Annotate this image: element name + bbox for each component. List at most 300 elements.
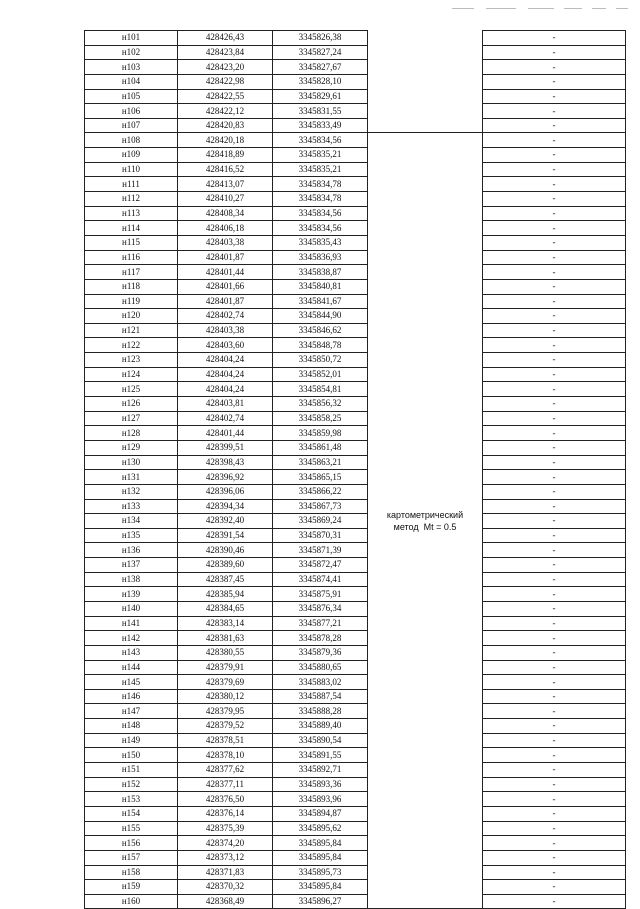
accuracy-cell: - <box>483 792 626 807</box>
accuracy-cell: - <box>483 836 626 851</box>
y-coordinate-cell: 3345883,02 <box>273 675 368 690</box>
accuracy-cell: - <box>483 763 626 778</box>
point-id-cell: н120 <box>85 309 178 324</box>
x-coordinate-cell: 428406,18 <box>178 221 273 236</box>
y-coordinate-cell: 3345894,87 <box>273 806 368 821</box>
method-cell-upper <box>368 31 483 133</box>
x-coordinate-cell: 428398,43 <box>178 455 273 470</box>
accuracy-cell: - <box>483 74 626 89</box>
table-row <box>85 733 626 748</box>
y-coordinate-cell: 3345880,65 <box>273 660 368 675</box>
accuracy-cell: - <box>483 148 626 163</box>
point-id-cell: н153 <box>85 792 178 807</box>
table-row <box>85 836 626 851</box>
accuracy-cell: - <box>483 162 626 177</box>
x-coordinate-cell: 428408,34 <box>178 206 273 221</box>
table-row <box>85 470 626 485</box>
point-id-cell: н109 <box>85 148 178 163</box>
y-coordinate-cell: 3345828,10 <box>273 74 368 89</box>
x-coordinate-cell: 428426,43 <box>178 31 273 46</box>
x-coordinate-cell: 428401,87 <box>178 294 273 309</box>
y-coordinate-cell: 3345869,24 <box>273 514 368 529</box>
x-coordinate-cell: 428378,10 <box>178 748 273 763</box>
table-row <box>85 31 626 46</box>
table-row <box>85 206 626 221</box>
table-row <box>85 894 626 909</box>
accuracy-cell: - <box>483 645 626 660</box>
point-id-cell: н128 <box>85 426 178 441</box>
y-coordinate-cell: 3345854,81 <box>273 382 368 397</box>
accuracy-cell: - <box>483 411 626 426</box>
x-coordinate-cell: 428385,94 <box>178 587 273 602</box>
point-id-cell: н140 <box>85 601 178 616</box>
accuracy-cell: - <box>483 367 626 382</box>
point-id-cell: н104 <box>85 74 178 89</box>
table-row <box>85 528 626 543</box>
x-coordinate-cell: 428422,55 <box>178 89 273 104</box>
point-id-cell: н111 <box>85 177 178 192</box>
table-row <box>85 45 626 60</box>
point-id-cell: н112 <box>85 192 178 207</box>
accuracy-cell: - <box>483 499 626 514</box>
accuracy-cell: - <box>483 587 626 602</box>
point-id-cell: н106 <box>85 104 178 119</box>
y-coordinate-cell: 3345872,47 <box>273 558 368 573</box>
y-coordinate-cell: 3345834,56 <box>273 133 368 148</box>
y-coordinate-cell: 3345893,96 <box>273 792 368 807</box>
x-coordinate-cell: 428401,44 <box>178 265 273 280</box>
point-id-cell: н137 <box>85 558 178 573</box>
y-coordinate-cell: 3345858,25 <box>273 411 368 426</box>
point-id-cell: н103 <box>85 60 178 75</box>
table-row <box>85 763 626 778</box>
table-row <box>85 514 626 529</box>
x-coordinate-cell: 428413,07 <box>178 177 273 192</box>
point-id-cell: н141 <box>85 616 178 631</box>
accuracy-cell: - <box>483 192 626 207</box>
y-coordinate-cell: 3345859,98 <box>273 426 368 441</box>
point-id-cell: н151 <box>85 763 178 778</box>
table-row <box>85 353 626 368</box>
point-id-cell: н158 <box>85 865 178 880</box>
accuracy-cell: - <box>483 528 626 543</box>
y-coordinate-cell: 3345834,78 <box>273 177 368 192</box>
x-coordinate-cell: 428379,95 <box>178 704 273 719</box>
x-coordinate-cell: 428379,91 <box>178 660 273 675</box>
table-row <box>85 89 626 104</box>
point-id-cell: н130 <box>85 455 178 470</box>
point-id-cell: н108 <box>85 133 178 148</box>
y-coordinate-cell: 3345896,27 <box>273 894 368 909</box>
accuracy-cell: - <box>483 45 626 60</box>
table-row <box>85 74 626 89</box>
point-id-cell: н159 <box>85 880 178 895</box>
table-row <box>85 397 626 412</box>
point-id-cell: н148 <box>85 719 178 734</box>
accuracy-cell: - <box>483 894 626 909</box>
y-coordinate-cell: 3345833,49 <box>273 118 368 133</box>
y-coordinate-cell: 3345895,84 <box>273 836 368 851</box>
x-coordinate-cell: 428381,63 <box>178 631 273 646</box>
table-row <box>85 221 626 236</box>
y-coordinate-cell: 3345863,21 <box>273 455 368 470</box>
table-row <box>85 601 626 616</box>
y-coordinate-cell: 3345879,36 <box>273 645 368 660</box>
y-coordinate-cell: 3345841,67 <box>273 294 368 309</box>
x-coordinate-cell: 428383,14 <box>178 616 273 631</box>
y-coordinate-cell: 3345888,28 <box>273 704 368 719</box>
accuracy-cell: - <box>483 279 626 294</box>
accuracy-cell: - <box>483 675 626 690</box>
y-coordinate-cell: 3345889,40 <box>273 719 368 734</box>
table-row <box>85 719 626 734</box>
x-coordinate-cell: 428389,60 <box>178 558 273 573</box>
x-coordinate-cell: 428374,20 <box>178 836 273 851</box>
y-coordinate-cell: 3345835,21 <box>273 148 368 163</box>
x-coordinate-cell: 428422,98 <box>178 74 273 89</box>
accuracy-cell: - <box>483 601 626 616</box>
point-id-cell: н119 <box>85 294 178 309</box>
table-row <box>85 265 626 280</box>
y-coordinate-cell: 3345846,62 <box>273 323 368 338</box>
y-coordinate-cell: 3345895,84 <box>273 850 368 865</box>
accuracy-cell: - <box>483 133 626 148</box>
point-id-cell: н105 <box>85 89 178 104</box>
point-id-cell: н152 <box>85 777 178 792</box>
point-id-cell: н102 <box>85 45 178 60</box>
table-row <box>85 60 626 75</box>
accuracy-cell: - <box>483 733 626 748</box>
point-id-cell: н122 <box>85 338 178 353</box>
x-coordinate-cell: 428403,38 <box>178 235 273 250</box>
x-coordinate-cell: 428376,50 <box>178 792 273 807</box>
x-coordinate-cell: 428380,12 <box>178 689 273 704</box>
point-id-cell: н144 <box>85 660 178 675</box>
accuracy-cell: - <box>483 104 626 119</box>
accuracy-cell: - <box>483 338 626 353</box>
x-coordinate-cell: 428404,24 <box>178 353 273 368</box>
table-row <box>85 148 626 163</box>
x-coordinate-cell: 428401,87 <box>178 250 273 265</box>
accuracy-cell: - <box>483 455 626 470</box>
table-row <box>85 426 626 441</box>
point-id-cell: н131 <box>85 470 178 485</box>
x-coordinate-cell: 428416,52 <box>178 162 273 177</box>
table-row <box>85 645 626 660</box>
point-id-cell: н123 <box>85 353 178 368</box>
y-coordinate-cell: 3345874,41 <box>273 572 368 587</box>
point-id-cell: н134 <box>85 514 178 529</box>
point-id-cell: н133 <box>85 499 178 514</box>
point-id-cell: н125 <box>85 382 178 397</box>
x-coordinate-cell: 428379,69 <box>178 675 273 690</box>
x-coordinate-cell: 428394,34 <box>178 499 273 514</box>
y-coordinate-cell: 3345895,62 <box>273 821 368 836</box>
y-coordinate-cell: 3345829,61 <box>273 89 368 104</box>
y-coordinate-cell: 3345876,34 <box>273 601 368 616</box>
x-coordinate-cell: 428420,83 <box>178 118 273 133</box>
x-coordinate-cell: 428384,65 <box>178 601 273 616</box>
x-coordinate-cell: 428368,49 <box>178 894 273 909</box>
x-coordinate-cell: 428377,11 <box>178 777 273 792</box>
y-coordinate-cell: 3345871,39 <box>273 543 368 558</box>
x-coordinate-cell: 428391,54 <box>178 528 273 543</box>
accuracy-cell: - <box>483 865 626 880</box>
point-id-cell: н127 <box>85 411 178 426</box>
y-coordinate-cell: 3345827,24 <box>273 45 368 60</box>
y-coordinate-cell: 3345895,73 <box>273 865 368 880</box>
table-row <box>85 806 626 821</box>
table-row <box>85 558 626 573</box>
scan-header-marks <box>452 6 628 12</box>
y-coordinate-cell: 3345838,87 <box>273 265 368 280</box>
accuracy-cell: - <box>483 250 626 265</box>
y-coordinate-cell: 3345840,81 <box>273 279 368 294</box>
accuracy-cell: - <box>483 821 626 836</box>
point-id-cell: н118 <box>85 279 178 294</box>
accuracy-cell: - <box>483 631 626 646</box>
table-row <box>85 587 626 602</box>
table-row <box>85 133 626 148</box>
table-row <box>85 777 626 792</box>
table-row <box>85 689 626 704</box>
y-coordinate-cell: 3345827,67 <box>273 60 368 75</box>
y-coordinate-cell: 3345870,31 <box>273 528 368 543</box>
accuracy-cell: - <box>483 89 626 104</box>
accuracy-cell: - <box>483 748 626 763</box>
x-coordinate-cell: 428403,60 <box>178 338 273 353</box>
table-row <box>85 572 626 587</box>
table-row <box>85 294 626 309</box>
method-cell <box>368 133 483 909</box>
point-id-cell: н126 <box>85 397 178 412</box>
accuracy-cell: - <box>483 294 626 309</box>
accuracy-cell: - <box>483 880 626 895</box>
point-id-cell: н157 <box>85 850 178 865</box>
y-coordinate-cell: 3345865,15 <box>273 470 368 485</box>
x-coordinate-cell: 428396,92 <box>178 470 273 485</box>
x-coordinate-cell: 428380,55 <box>178 645 273 660</box>
x-coordinate-cell: 428387,45 <box>178 572 273 587</box>
accuracy-cell: - <box>483 777 626 792</box>
table-row <box>85 455 626 470</box>
accuracy-cell: - <box>483 806 626 821</box>
y-coordinate-cell: 3345834,56 <box>273 206 368 221</box>
accuracy-cell: - <box>483 440 626 455</box>
accuracy-cell: - <box>483 382 626 397</box>
table-row <box>85 616 626 631</box>
y-coordinate-cell: 3345867,73 <box>273 499 368 514</box>
table-row <box>85 704 626 719</box>
point-id-cell: н142 <box>85 631 178 646</box>
x-coordinate-cell: 428403,38 <box>178 323 273 338</box>
point-id-cell: н136 <box>85 543 178 558</box>
accuracy-cell: - <box>483 514 626 529</box>
point-id-cell: н121 <box>85 323 178 338</box>
table-row <box>85 162 626 177</box>
y-coordinate-cell: 3345892,71 <box>273 763 368 778</box>
table-row <box>85 880 626 895</box>
table-row <box>85 177 626 192</box>
point-id-cell: н113 <box>85 206 178 221</box>
accuracy-cell: - <box>483 689 626 704</box>
x-coordinate-cell: 428396,06 <box>178 484 273 499</box>
table-row <box>85 440 626 455</box>
x-coordinate-cell: 428373,12 <box>178 850 273 865</box>
accuracy-cell: - <box>483 850 626 865</box>
table-row <box>85 118 626 133</box>
method-line-1: картометрический <box>386 509 464 520</box>
point-id-cell: н149 <box>85 733 178 748</box>
point-id-cell: н107 <box>85 118 178 133</box>
point-id-cell: н146 <box>85 689 178 704</box>
table-row <box>85 279 626 294</box>
accuracy-cell: - <box>483 60 626 75</box>
accuracy-cell: - <box>483 265 626 280</box>
point-id-cell: н138 <box>85 572 178 587</box>
accuracy-cell: - <box>483 426 626 441</box>
x-coordinate-cell: 428390,46 <box>178 543 273 558</box>
table-row <box>85 543 626 558</box>
x-coordinate-cell: 428404,24 <box>178 382 273 397</box>
accuracy-cell: - <box>483 309 626 324</box>
accuracy-cell: - <box>483 353 626 368</box>
x-coordinate-cell: 428392,40 <box>178 514 273 529</box>
table-row <box>85 499 626 514</box>
accuracy-cell: - <box>483 177 626 192</box>
method-text <box>368 509 482 533</box>
point-id-cell: н115 <box>85 235 178 250</box>
point-id-cell: н156 <box>85 836 178 851</box>
y-coordinate-cell: 3345887,54 <box>273 689 368 704</box>
table-row <box>85 382 626 397</box>
table-row <box>85 411 626 426</box>
table-row <box>85 192 626 207</box>
x-coordinate-cell: 428371,83 <box>178 865 273 880</box>
x-coordinate-cell: 428378,51 <box>178 733 273 748</box>
x-coordinate-cell: 428402,74 <box>178 309 273 324</box>
x-coordinate-cell: 428375,39 <box>178 821 273 836</box>
table-row <box>85 865 626 880</box>
x-coordinate-cell: 428403,81 <box>178 397 273 412</box>
accuracy-cell: - <box>483 572 626 587</box>
point-id-cell: н124 <box>85 367 178 382</box>
point-id-cell: н132 <box>85 484 178 499</box>
accuracy-cell: - <box>483 323 626 338</box>
point-id-cell: н147 <box>85 704 178 719</box>
point-id-cell: н143 <box>85 645 178 660</box>
x-coordinate-cell: 428404,24 <box>178 367 273 382</box>
y-coordinate-cell: 3345835,43 <box>273 235 368 250</box>
x-coordinate-cell: 428423,84 <box>178 45 273 60</box>
table-row <box>85 367 626 382</box>
table-row <box>85 235 626 250</box>
x-coordinate-cell: 428370,32 <box>178 880 273 895</box>
table-row <box>85 792 626 807</box>
accuracy-cell: - <box>483 206 626 221</box>
y-coordinate-cell: 3345893,36 <box>273 777 368 792</box>
x-coordinate-cell: 428401,44 <box>178 426 273 441</box>
point-id-cell: н145 <box>85 675 178 690</box>
y-coordinate-cell: 3345831,55 <box>273 104 368 119</box>
y-coordinate-cell: 3345856,32 <box>273 397 368 412</box>
point-id-cell: н155 <box>85 821 178 836</box>
y-coordinate-cell: 3345895,84 <box>273 880 368 895</box>
y-coordinate-cell: 3345877,21 <box>273 616 368 631</box>
y-coordinate-cell: 3345835,21 <box>273 162 368 177</box>
y-coordinate-cell: 3345852,01 <box>273 367 368 382</box>
table-row <box>85 675 626 690</box>
point-id-cell: н129 <box>85 440 178 455</box>
point-id-cell: н135 <box>85 528 178 543</box>
point-id-cell: н114 <box>85 221 178 236</box>
x-coordinate-cell: 428420,18 <box>178 133 273 148</box>
y-coordinate-cell: 3345891,55 <box>273 748 368 763</box>
accuracy-cell: - <box>483 31 626 46</box>
accuracy-cell: - <box>483 660 626 675</box>
accuracy-cell: - <box>483 470 626 485</box>
x-coordinate-cell: 428402,74 <box>178 411 273 426</box>
coordinates-table <box>84 30 626 909</box>
y-coordinate-cell: 3345875,91 <box>273 587 368 602</box>
point-id-cell: н116 <box>85 250 178 265</box>
table-row <box>85 748 626 763</box>
x-coordinate-cell: 428376,14 <box>178 806 273 821</box>
point-id-cell: н110 <box>85 162 178 177</box>
accuracy-cell: - <box>483 484 626 499</box>
accuracy-cell: - <box>483 543 626 558</box>
table-row <box>85 850 626 865</box>
accuracy-cell: - <box>483 118 626 133</box>
point-id-cell: н101 <box>85 31 178 46</box>
table-row <box>85 309 626 324</box>
table-row <box>85 323 626 338</box>
x-coordinate-cell: 428379,52 <box>178 719 273 734</box>
point-id-cell: н150 <box>85 748 178 763</box>
y-coordinate-cell: 3345878,28 <box>273 631 368 646</box>
table-row <box>85 484 626 499</box>
y-coordinate-cell: 3345866,22 <box>273 484 368 499</box>
accuracy-cell: - <box>483 616 626 631</box>
table-row <box>85 821 626 836</box>
x-coordinate-cell: 428377,62 <box>178 763 273 778</box>
y-coordinate-cell: 3345834,56 <box>273 221 368 236</box>
x-coordinate-cell: 428423,20 <box>178 60 273 75</box>
table-row <box>85 250 626 265</box>
accuracy-cell: - <box>483 397 626 412</box>
accuracy-cell: - <box>483 221 626 236</box>
x-coordinate-cell: 428401,66 <box>178 279 273 294</box>
table-row <box>85 104 626 119</box>
point-id-cell: н139 <box>85 587 178 602</box>
y-coordinate-cell: 3345844,90 <box>273 309 368 324</box>
y-coordinate-cell: 3345850,72 <box>273 353 368 368</box>
accuracy-cell: - <box>483 719 626 734</box>
method-line-2: метод Mt = 0.5 <box>393 521 457 532</box>
y-coordinate-cell: 3345836,93 <box>273 250 368 265</box>
y-coordinate-cell: 3345826,38 <box>273 31 368 46</box>
y-coordinate-cell: 3345834,78 <box>273 192 368 207</box>
x-coordinate-cell: 428418,89 <box>178 148 273 163</box>
y-coordinate-cell: 3345861,48 <box>273 440 368 455</box>
y-coordinate-cell: 3345848,78 <box>273 338 368 353</box>
table-row <box>85 660 626 675</box>
accuracy-cell: - <box>483 558 626 573</box>
x-coordinate-cell: 428410,27 <box>178 192 273 207</box>
x-coordinate-cell: 428399,51 <box>178 440 273 455</box>
table-row <box>85 631 626 646</box>
y-coordinate-cell: 3345890,54 <box>273 733 368 748</box>
